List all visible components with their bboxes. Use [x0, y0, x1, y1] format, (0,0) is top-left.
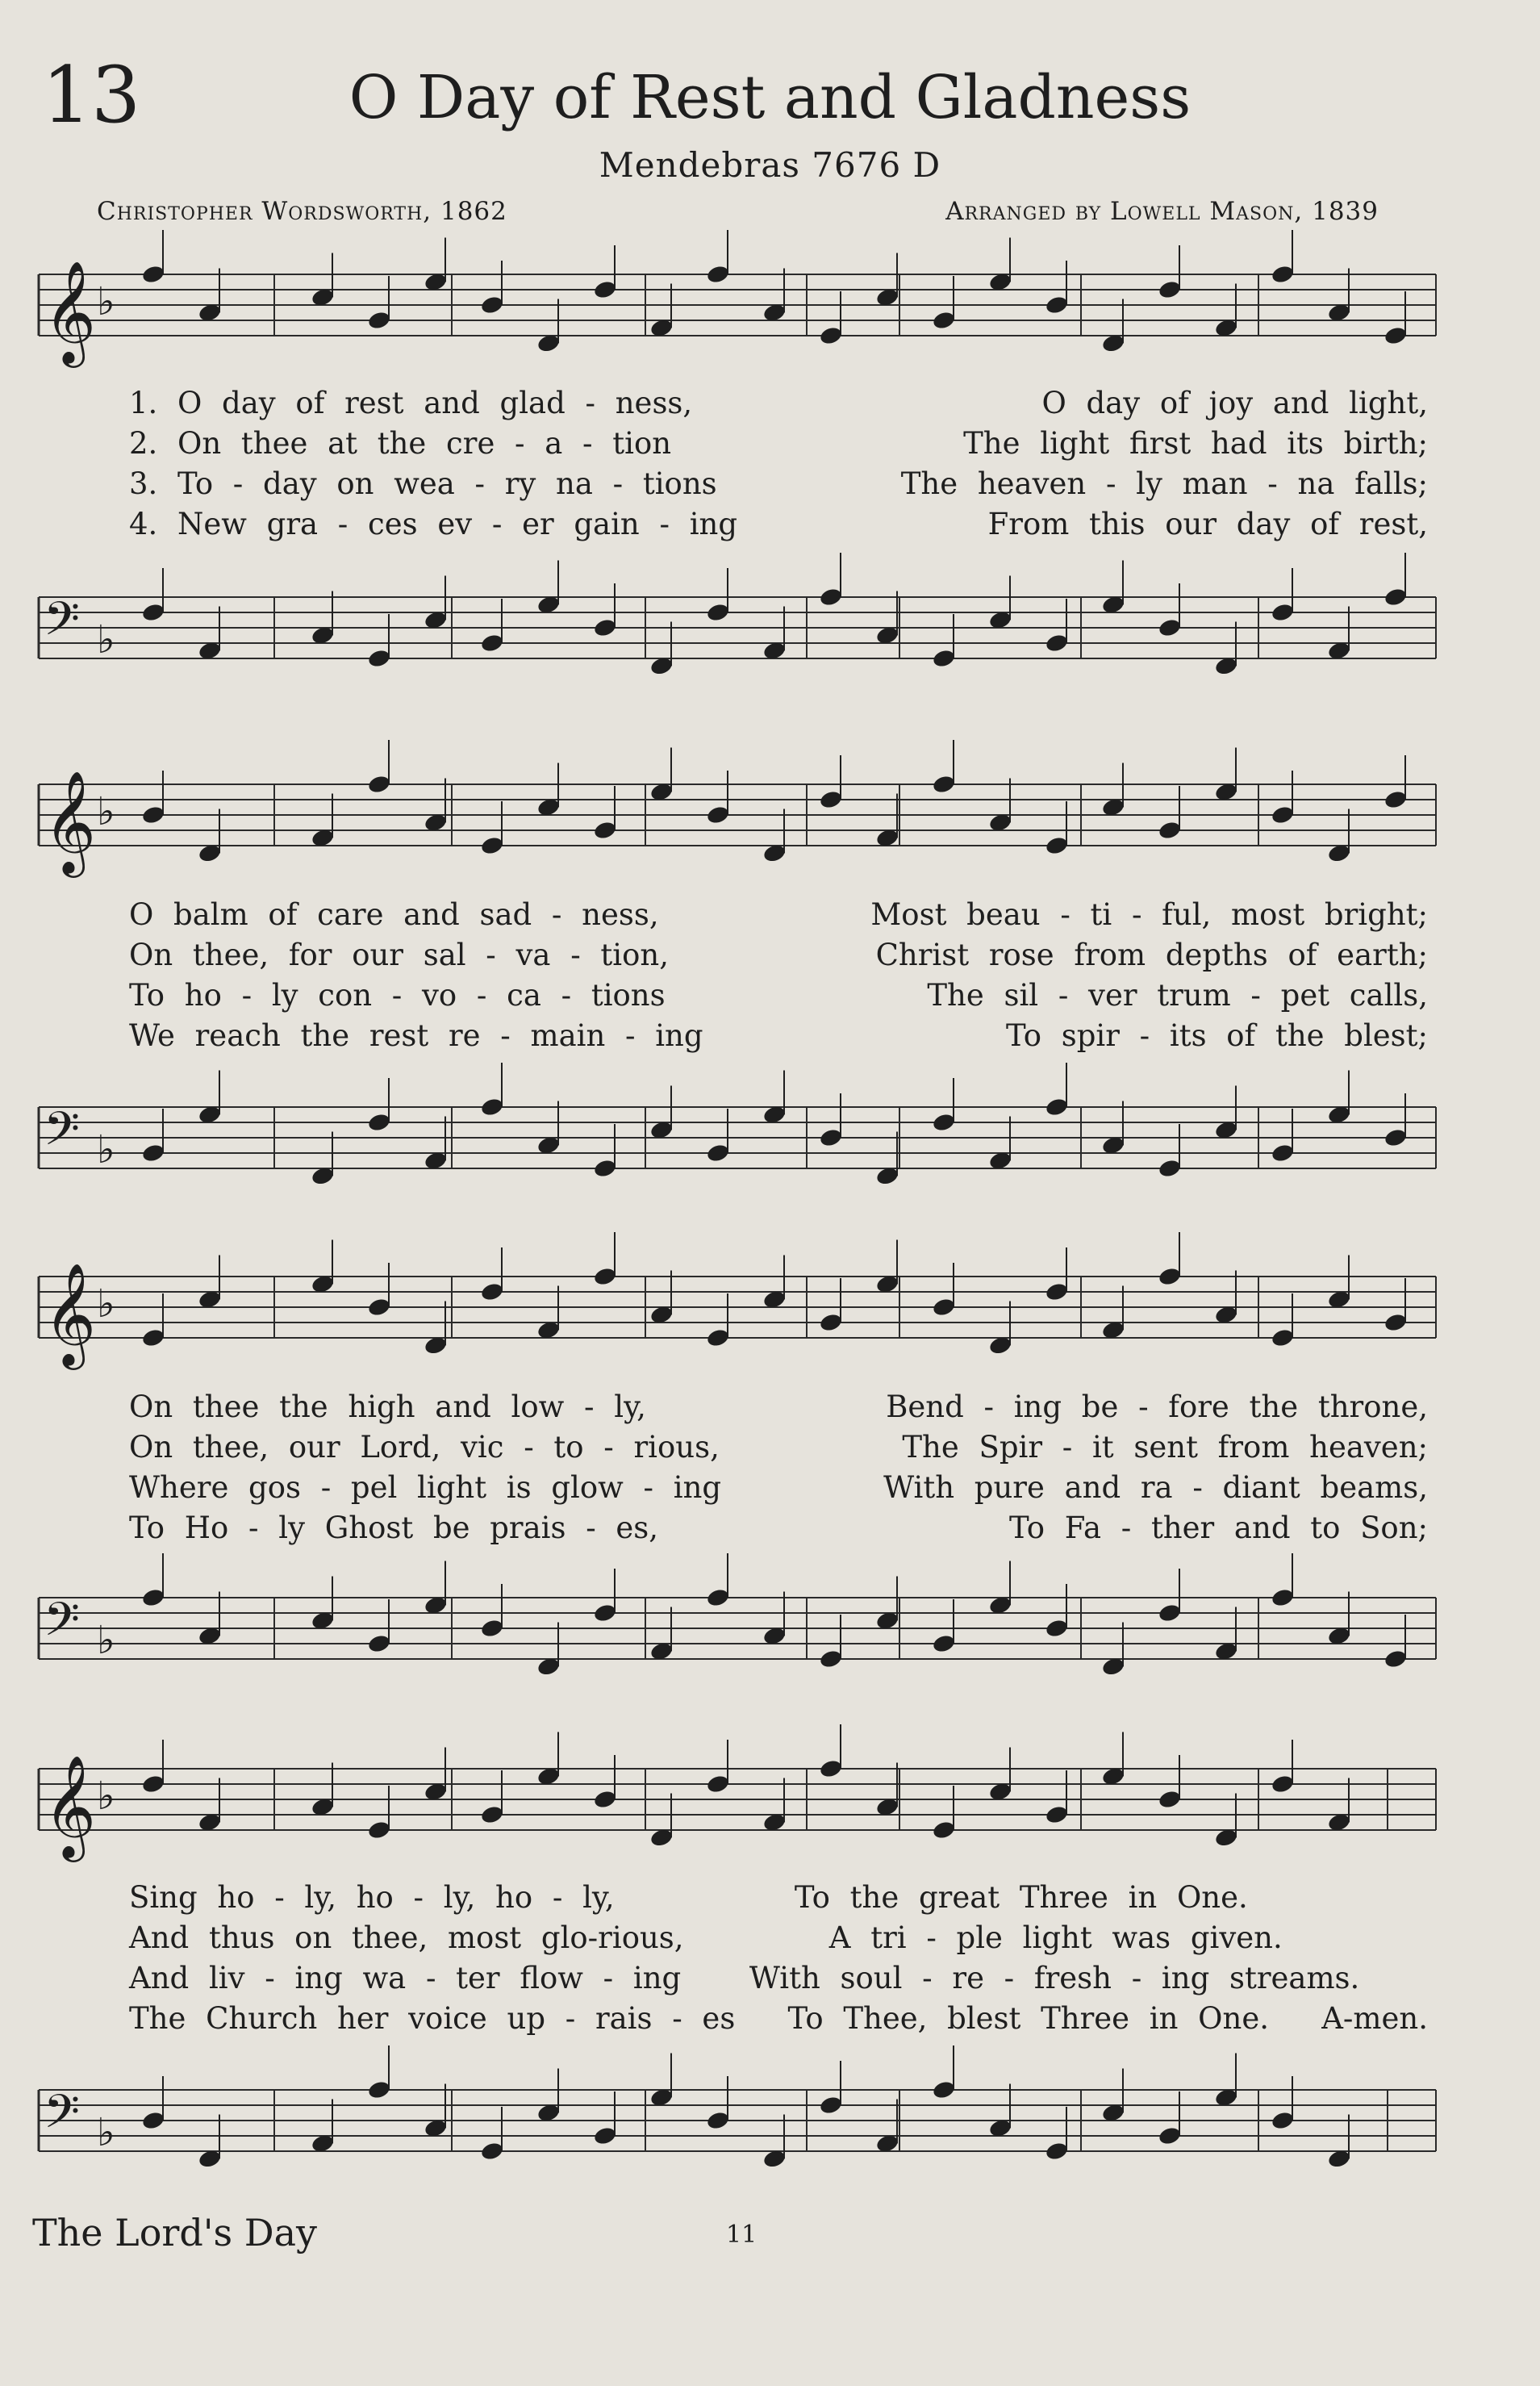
lyric-line [129, 386, 1428, 426]
notehead [593, 1603, 618, 1623]
lyric-phrase: 2. On thee at the cre - a - tion [129, 426, 672, 461]
notehead [1271, 264, 1296, 285]
notehead [706, 602, 731, 623]
lyric-phrase: Sing ho - ly, ho - ly, ho - ly, [129, 1880, 615, 1915]
notehead [1271, 1587, 1296, 1608]
bass-clef-icon: 𝄢 [44, 591, 81, 658]
lyric-phrase: 3. To - day on wea - ry na - tions [129, 466, 717, 501]
notehead [141, 1587, 166, 1608]
lyric-phrase: On thee the high and low - ly, [129, 1389, 646, 1424]
lyric-phrase: The Spir - it sent from heaven; [902, 1430, 1428, 1465]
lyric-phrase: To ho - ly con - vo - ca - tions [129, 978, 666, 1013]
lyric-phrase: We reach the rest re - main - ing [129, 1018, 703, 1053]
lyric-line [129, 1920, 1428, 1961]
flat-icon: ♭ [97, 1127, 115, 1172]
notehead [480, 1097, 505, 1118]
treble-clef-icon: 𝄞 [44, 1754, 97, 1857]
bass-clef-icon: 𝄢 [44, 2084, 81, 2150]
notehead [480, 835, 505, 856]
music-system-1-treble [32, 257, 1436, 363]
lyric-phrase: And liv - ing wa - ter flow - ing [129, 1961, 682, 1995]
lyric-phrase: From this our day of rest, [987, 507, 1428, 541]
notehead [480, 633, 505, 654]
notehead [1271, 1774, 1296, 1795]
lyric-phrase: And thus on thee, most glo-rious, [129, 1920, 684, 1955]
author-credit: Christopher Wordsworth, 1862 [97, 197, 507, 226]
lyric-phrase: The sil - ver trum - pet calls, [927, 978, 1428, 1013]
notehead [819, 1758, 844, 1779]
lyric-phrase: Where gos - pel light is glow - ing [129, 1470, 722, 1505]
notehead [1045, 295, 1070, 315]
notehead [1383, 789, 1409, 810]
notehead [367, 310, 392, 331]
notehead [819, 587, 844, 608]
hymn-number: 13 [42, 50, 141, 140]
music-system-2-bass [32, 1083, 1436, 1188]
lyric-phrase: 4. New gra - ces ev - er gain - ing [129, 507, 738, 541]
notehead [1045, 1804, 1070, 1825]
lyrics-system-4 [129, 1880, 1428, 2041]
treble-clef-icon: 𝄞 [44, 260, 97, 363]
lyric-line [129, 426, 1428, 466]
notehead [593, 279, 618, 300]
notehead [932, 2079, 957, 2100]
notehead [593, 2125, 618, 2146]
bass-clef-icon: 𝄢 [44, 1592, 81, 1658]
lyric-phrase: On thee, for our sal - va - tion, [129, 938, 669, 972]
lyric-line [129, 1961, 1428, 2001]
notehead [480, 1618, 505, 1639]
notehead [1045, 633, 1070, 654]
lyric-phrase: With pure and ra - diant beams, [883, 1470, 1428, 1505]
notehead [1045, 835, 1070, 856]
lyric-phrase: Bend - ing be - fore the throne, [886, 1389, 1428, 1424]
music-system-2-treble [32, 767, 1436, 873]
notehead [1158, 1603, 1183, 1623]
notehead [593, 617, 618, 638]
flat-icon: ♭ [97, 1774, 115, 1819]
notehead [141, 264, 166, 285]
lyric-line [129, 938, 1428, 978]
lyric-line [129, 2001, 1428, 2041]
lyric-phrase: To spir - its of the blest; [1005, 1018, 1428, 1053]
flat-icon: ♭ [97, 789, 115, 834]
lyric-line [129, 897, 1428, 938]
lyrics-system-2 [129, 897, 1428, 1059]
amen: A-men. [1321, 2001, 1428, 2036]
notehead [932, 1112, 957, 1133]
notehead [367, 1297, 392, 1318]
notehead [593, 1789, 618, 1810]
notehead [706, 2110, 731, 2131]
lyrics-system-3 [129, 1389, 1428, 1551]
notehead [367, 1820, 392, 1841]
notehead [1383, 587, 1409, 608]
notehead [1271, 1143, 1296, 1164]
notehead [706, 804, 731, 825]
notehead [480, 1804, 505, 1825]
notehead [141, 804, 166, 825]
lyric-phrase: To Fa - ther and to Son; [1009, 1511, 1428, 1545]
notehead [1158, 1266, 1183, 1287]
notehead [367, 1633, 392, 1654]
notehead [819, 1648, 844, 1669]
music-system-4-treble [32, 1751, 1436, 1857]
notehead [141, 1327, 166, 1348]
notehead [1158, 617, 1183, 638]
lyric-phrase: On thee, our Lord, vic - to - rious, [129, 1430, 720, 1465]
lyric-phrase: The light first had its birth; [963, 426, 1428, 461]
page-number: 11 [726, 2221, 757, 2249]
notehead [141, 1774, 166, 1795]
notehead [1158, 2125, 1183, 2146]
lyric-line [129, 507, 1428, 547]
lyric-line [129, 1880, 1428, 1920]
notehead [1158, 1158, 1183, 1179]
notehead [819, 789, 844, 810]
lyrics-system-1 [129, 386, 1428, 547]
notehead [1271, 2110, 1296, 2131]
notehead [819, 325, 844, 346]
hymn-title: O Day of Rest and Gladness [348, 63, 1192, 132]
notehead [593, 1158, 618, 1179]
notehead [1383, 1312, 1409, 1333]
notehead [932, 310, 957, 331]
lyric-line [129, 1018, 1428, 1059]
notehead [1158, 1789, 1183, 1810]
notehead [1158, 820, 1183, 841]
notehead [1271, 602, 1296, 623]
notehead [1383, 325, 1409, 346]
arranger-credit: Arranged by Lowell Mason, 1839 [945, 197, 1379, 226]
notehead [932, 1820, 957, 1841]
notehead [706, 1143, 731, 1164]
lyric-line [129, 1470, 1428, 1511]
notehead [1271, 804, 1296, 825]
notehead [932, 1297, 957, 1318]
lyric-line [129, 978, 1428, 1018]
lyric-line [129, 1511, 1428, 1551]
notehead [706, 1327, 731, 1348]
notehead [480, 1281, 505, 1302]
notehead [141, 1143, 166, 1164]
notehead [819, 1127, 844, 1148]
notehead [1271, 1327, 1296, 1348]
notehead [367, 774, 392, 795]
lyric-phrase: To Thee, blest Three in One. [787, 2001, 1269, 2036]
notehead [480, 2141, 505, 2162]
music-system-4-bass [32, 2066, 1436, 2171]
flat-icon: ♭ [97, 1618, 115, 1663]
notehead [1045, 2141, 1070, 2162]
flat-icon: ♭ [97, 1281, 115, 1327]
lyric-phrase: Christ rose from depths of earth; [875, 938, 1428, 972]
lyric-phrase: 1. O day of rest and glad - ness, [129, 386, 693, 420]
flat-icon: ♭ [97, 2110, 115, 2155]
notehead [1045, 1097, 1070, 1118]
section-title: The Lord's Day [32, 2211, 317, 2254]
lyric-line [129, 466, 1428, 507]
lyric-phrase: The Church her voice up - rais - es [129, 2001, 736, 2036]
notehead [1045, 1618, 1070, 1639]
notehead [593, 1266, 618, 1287]
notehead [1383, 1127, 1409, 1148]
lyric-line [129, 1389, 1428, 1430]
notehead [1045, 1281, 1070, 1302]
notehead [819, 1312, 844, 1333]
lyric-phrase: Most beau - ti - ful, most bright; [870, 897, 1428, 932]
notehead [706, 264, 731, 285]
notehead [932, 774, 957, 795]
music-system-3-bass [32, 1573, 1436, 1678]
lyric-phrase: O day of joy and light, [1041, 386, 1428, 420]
lyric-phrase: The heaven - ly man - na falls; [900, 466, 1428, 501]
bass-clef-icon: 𝄢 [44, 1101, 81, 1168]
lyric-phrase: To the great Three in One. [794, 1880, 1248, 1915]
notehead [932, 1633, 957, 1654]
tune-meter: Mendebras 7676 D [599, 145, 941, 185]
music-system-3-treble [32, 1259, 1436, 1365]
notehead [367, 1112, 392, 1133]
notehead [1158, 279, 1183, 300]
lyric-phrase: To Ho - ly Ghost be prais - es, [129, 1511, 659, 1545]
lyric-phrase: A tri - ple light was given. [828, 1920, 1283, 1955]
lyric-phrase: O balm of care and sad - ness, [129, 897, 659, 932]
notehead [1383, 1648, 1409, 1669]
notehead [932, 648, 957, 669]
lyric-line [129, 1430, 1428, 1470]
notehead [367, 2079, 392, 2100]
flat-icon: ♭ [97, 279, 115, 324]
notehead [141, 602, 166, 623]
notehead [819, 2095, 844, 2116]
treble-clef-icon: 𝄞 [44, 770, 97, 873]
notehead [367, 648, 392, 669]
lyric-phrase: With soul - re - fresh - ing streams. [749, 1961, 1360, 1995]
notehead [706, 1774, 731, 1795]
notehead [706, 1587, 731, 1608]
notehead [593, 820, 618, 841]
notehead [480, 295, 505, 315]
music-system-1-bass [32, 573, 1436, 678]
treble-clef-icon: 𝄞 [44, 1262, 97, 1365]
flat-icon: ♭ [97, 617, 115, 662]
notehead [141, 2110, 166, 2131]
